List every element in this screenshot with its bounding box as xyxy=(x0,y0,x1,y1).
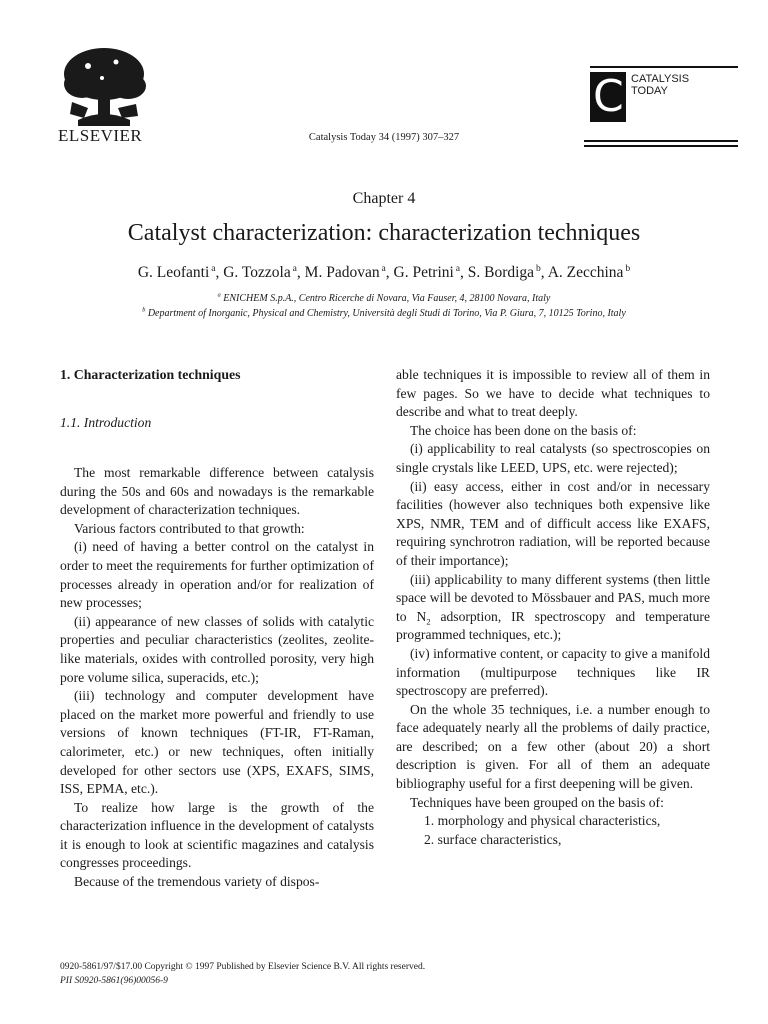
paragraph: (ii) easy access, either in cost and/or in necessary facilities (however also techniques both expensive like XPS, NMR, TEM and of difficult access like EXAFS, requiring synchrotron radiation, will be reported because of their importance); xyxy=(396,478,710,568)
header-rule-2 xyxy=(584,145,738,147)
paragraph: The most remarkable difference between catalysis during the 50s and 60s and nowadays is the remarkable development of characterization techniques. xyxy=(60,465,374,518)
journal-logo-letter-icon: C xyxy=(593,71,624,122)
chapter-label: Chapter 4 xyxy=(352,190,416,207)
paragraph: (i) applicability to real catalysts (so spectroscopies on single crystals like LEED, UPS, etc. were rejected); xyxy=(396,441,710,475)
paragraph: Techniques have been grouped on the basis of: xyxy=(410,794,664,810)
paragraph: (i) need of having a better control on the catalyst in order to meet the requirements for further optimization of processes already in operation and/or for realization of new processes; xyxy=(60,539,374,611)
paper-title: Catalyst characterization: characterization techniques xyxy=(127,220,641,246)
paragraph: (iii) applicability to many different systems (then little space will be devoted to Mössbauer and PAS, much more to $N_2$ adsorption, IR spectroscopy and temperature programmed techniques, etc.); xyxy=(396,571,710,643)
left-column xyxy=(60,366,374,892)
journal-name-line1: CATALYSIS xyxy=(631,73,690,85)
paragraph: Because of the tremendous variety of dispos- xyxy=(74,874,320,890)
author: G. Leofanti xyxy=(137,264,210,281)
list-item: 2. surface characteristics, xyxy=(424,831,562,847)
paragraph: The choice has been done on the basis of: xyxy=(410,422,637,438)
author: G. Tozzola xyxy=(223,264,291,281)
publisher-name: ELSEVIER xyxy=(58,126,143,145)
paragraph: On the whole 35 techniques, i.e. a number enough to face adequately nearly all the problems of daily practice, are described; on a few other (about 20) a short description is given. For all of them an adequate bibliography useful for a first deepening will be given. xyxy=(396,701,710,792)
affiliation: $^a$ ENICHEM S.p.A., Centro Ricerche di Novara, Via Fauser, 4, 28100 Novara, Italy xyxy=(217,291,551,304)
journal-name-line2: TODAY xyxy=(631,85,668,97)
section-heading: 1. Characterization techniques xyxy=(60,367,241,382)
pii-line: PII S0920-5861(96)00056-9 xyxy=(60,976,168,986)
right-column xyxy=(396,366,710,849)
journal-citation: Catalysis Today 34 (1997) 307–327 xyxy=(308,132,460,143)
paragraph: (iii) technology and computer development have placed on the market more powerful and friendly to use versions of known techniques (FT-IR, FT-Raman, calorimeter, etc.) or new techniques, often initially developed for other sectors use (XPS, EXAFS, SIMS, ISS, EPMA, etc.). xyxy=(60,688,374,797)
elsevier-tree-logo xyxy=(58,44,150,128)
paragraph: To realize how large is the growth of the characterization influence in the development of catalysts it is enough to look at scientific magazines and catalysis congresses proceedings. xyxy=(60,799,374,871)
paragraph: (iv) informative content, or capacity to give a manifold information (multipurpose techniques like IR spectroscopy are preferred). xyxy=(396,645,710,699)
paragraph: Various factors contributed to that growth: xyxy=(74,520,305,536)
journal-logo-top-rule xyxy=(590,66,738,68)
list-item: 1. morphology and physical characteristics, xyxy=(424,813,661,829)
author-list: G. Leofanti $^a$, G. Tozzola $^a$, M. Padovan $^a$, G. Petrini $^a$, S. Bordiga $^b$, A. Zecchina $^b$ xyxy=(137,262,631,281)
author: S. Bordiga xyxy=(467,264,535,281)
copyright-line: 0920-5861/97/$17.00 Copyright © 1997 Published by Elsevier Science B.V. All rights reserved. xyxy=(60,962,426,972)
affiliation: $^b$ Department of Inorganic, Physical and Chemistry, Università degli Studi di Torino, Via P. Giura, 7, 10125 Torino, Italy xyxy=(142,306,626,319)
paragraph: (ii) appearance of new classes of solids with catalytic properties and peculiar characteristics (zeolites, zeolite-like materials, oxides with controlled porosity, very high pore volume silica, superacids, etc.); xyxy=(60,613,374,685)
author: G. Petrini xyxy=(393,264,454,281)
paragraph: able techniques it is impossible to review all of them in few pages. So we have to decide what techniques to describe and what to treat deeply. xyxy=(396,367,710,420)
author: M. Padovan xyxy=(304,264,380,281)
author: A. Zecchina xyxy=(547,264,624,281)
subsection-heading: 1.1. Introduction xyxy=(60,415,152,430)
header-rule-1 xyxy=(584,140,738,142)
